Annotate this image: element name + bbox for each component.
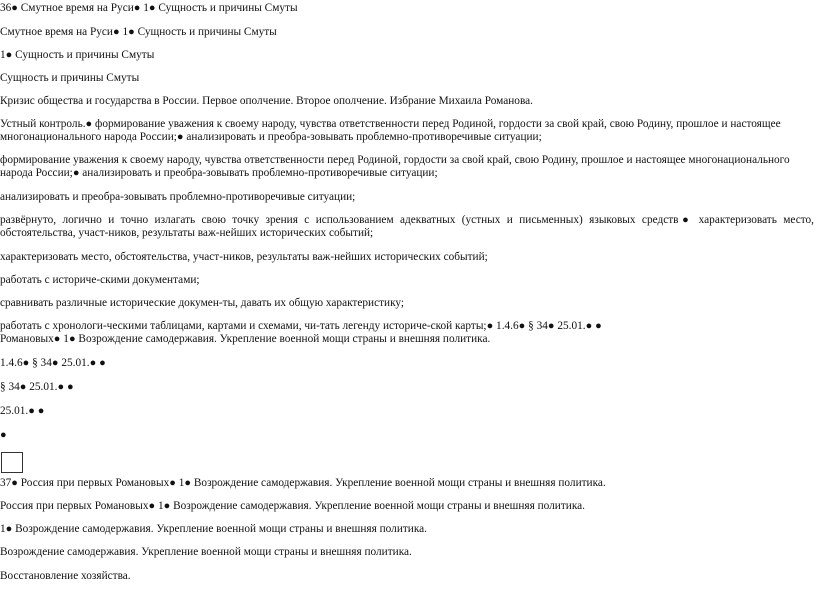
empty-checkbox[interactable] bbox=[1, 452, 23, 473]
bullet-icon: ● bbox=[184, 477, 192, 489]
lesson-title: Возрождение самодержавия. Укрепление военной мощи страны и внешняя политика. bbox=[0, 546, 412, 558]
lesson-topic: Смутное время на Руси bbox=[17, 2, 134, 14]
bullet-icon: ● bbox=[89, 357, 97, 369]
doc-line-13 bbox=[0, 320, 816, 333]
bullet-icon: ● bbox=[11, 477, 18, 489]
lesson-title: Возрождение самодержавия. Укрепление военной мощи страны и внешняя политика. bbox=[75, 333, 491, 345]
bullet-icon: ● bbox=[28, 405, 35, 417]
doc-line-5 bbox=[0, 95, 816, 108]
hours: 1 bbox=[60, 333, 69, 345]
doc-line-3 bbox=[0, 49, 816, 62]
bullet-icon: ● bbox=[128, 26, 135, 38]
doc-line-1 bbox=[0, 2, 816, 15]
date: 25.01. bbox=[58, 357, 90, 369]
bullet-icon: ● bbox=[0, 429, 7, 441]
bullet-icon: ● bbox=[547, 320, 555, 332]
bullet-icon: ● bbox=[5, 523, 13, 535]
bullet-icon: ● bbox=[148, 2, 156, 14]
hours: 1 bbox=[155, 500, 164, 512]
bullet-icon: ● bbox=[163, 500, 171, 512]
personal-outcomes: формирование уважения к своему народу, чувства ответственности перед Родиной, гордости за свой край, свою Родину, прошлое и настоящее многонационального народа России; bbox=[0, 154, 790, 179]
paragraph-ref: § 34 bbox=[29, 357, 52, 369]
bullet-icon: ● bbox=[19, 381, 27, 393]
bullet-icon: ● bbox=[51, 357, 59, 369]
meta-outcomes: анализировать и преобра-зовывать проблемно-противоречивые ситуации; bbox=[183, 131, 542, 143]
bullet-icon: ● bbox=[37, 405, 45, 417]
bullet-icon: ● bbox=[5, 49, 13, 61]
date: 25.01. bbox=[26, 381, 58, 393]
bullet-icon: ● bbox=[169, 477, 176, 489]
lesson-title: Возрождение самодержавия. Укрепление военной мощи страны и внешняя политика. bbox=[12, 523, 428, 535]
bullet-icon: ● bbox=[678, 214, 693, 226]
paragraph-ref: § 34 bbox=[525, 320, 548, 332]
bullet-icon: ● bbox=[67, 381, 74, 393]
doc-line-13b bbox=[0, 333, 816, 346]
hours: 1 bbox=[0, 523, 6, 535]
bullet-icon: ● bbox=[486, 320, 494, 332]
subject-outcomes-5: работать с хронологи-ческими таблицами, картами и схемами, чи-тать легенду историче-ской карты; bbox=[0, 320, 487, 332]
lesson-topic: Россия при первых Романовых bbox=[17, 477, 170, 489]
subject-outcomes-3: работать с историче-скими документами; bbox=[0, 274, 200, 286]
lesson-number: 36 bbox=[0, 2, 12, 14]
bullet-icon: ● bbox=[595, 320, 602, 332]
lesson-title: Сущность и причины Смуты bbox=[134, 26, 277, 38]
meta-outcomes: анализировать и преобра-зовывать проблемно-противоречивые ситуации; bbox=[79, 167, 438, 179]
lesson-title: Сущность и причины Смуты bbox=[155, 2, 298, 14]
doc-line-12 bbox=[0, 297, 816, 310]
lesson-topic: Смутное время на Руси bbox=[0, 26, 113, 38]
doc-line-10 bbox=[0, 251, 816, 264]
doc-line-16 bbox=[0, 405, 816, 418]
bullet-icon: ● bbox=[11, 2, 18, 14]
doc-line-9 bbox=[0, 214, 814, 240]
doc-line-4 bbox=[0, 72, 816, 85]
doc-line-7 bbox=[0, 154, 814, 180]
doc-line-15 bbox=[0, 381, 816, 394]
lesson-number: 37 bbox=[0, 477, 12, 489]
lesson-topic: Романовых bbox=[0, 333, 54, 345]
bullet-icon: ● bbox=[112, 26, 120, 38]
hours: 1 bbox=[119, 26, 129, 38]
hours: 1 bbox=[0, 49, 6, 61]
bullet-icon: ● bbox=[22, 357, 30, 369]
lesson-title: Возрождение самодержавия. Укрепление военной мощи страны и внешняя политика. bbox=[191, 477, 606, 489]
lesson-title: Сущность и причины Смуты bbox=[12, 49, 155, 61]
bullet-icon: ● bbox=[148, 500, 156, 512]
lesson-topic: Россия при первых Романовых bbox=[0, 500, 149, 512]
control-form: Устный контроль. bbox=[0, 118, 86, 130]
date: 25.01. bbox=[0, 405, 29, 417]
doc-line-11 bbox=[0, 274, 816, 287]
personal-outcomes: формирование уважения к своему народу, чувства ответственности перед Родиной, гордости за свой край, свою Родину, прошлое и настоящее многонационального народа России; bbox=[0, 118, 781, 143]
lesson-content: Кризис общества и государства в России. Первое ополчение. Второе ополчение. Избрание Михаила Романова. bbox=[0, 95, 533, 107]
bullet-icon: ● bbox=[57, 381, 65, 393]
bullet-icon: ● bbox=[53, 333, 61, 345]
code: 1.4.6 bbox=[0, 357, 23, 369]
doc-line-6 bbox=[0, 118, 814, 144]
lesson-title: Возрождение самодержавия. Укрепление военной мощи страны и внешняя политика. bbox=[170, 500, 585, 512]
lesson-content: Восстановление хозяйства. bbox=[0, 570, 131, 582]
subject-outcomes-4: сравнивать различные исторические докумен-ты, давать их общую характеристику; bbox=[0, 297, 405, 309]
bullet-icon: ● bbox=[68, 333, 76, 345]
hours: 1 bbox=[175, 477, 185, 489]
doc-line-19 bbox=[0, 523, 816, 536]
doc-line-8 bbox=[0, 191, 816, 204]
doc-line-14 bbox=[0, 357, 816, 370]
lesson-title: Сущность и причины Смуты bbox=[0, 72, 140, 84]
doc-line-2 bbox=[0, 26, 816, 39]
date: 25.01. bbox=[554, 320, 586, 332]
bullet-icon: ● bbox=[585, 320, 593, 332]
doc-line-21 bbox=[0, 570, 816, 583]
subject-outcomes: развёрнуто, логично и точно излагать свою точку зрения с использованием адекватных (устных и письменных) языковых средств bbox=[0, 214, 679, 226]
bullet-icon: ● bbox=[133, 2, 141, 14]
doc-line-17 bbox=[0, 477, 816, 490]
bullet-icon: ● bbox=[176, 131, 184, 143]
doc-line-18 bbox=[0, 500, 816, 513]
subject-outcomes-2: характеризовать место, обстоятельства, участ-ников, результаты важ-нейших исторических событий; bbox=[0, 214, 814, 239]
bullet-icon: ● bbox=[85, 118, 93, 130]
subject-outcomes-2: характеризовать место, обстоятельства, участ-ников, результаты важ-нейших исторических событий; bbox=[0, 251, 488, 263]
bullet-icon: ● bbox=[72, 167, 80, 179]
paragraph-ref: § 34 bbox=[0, 381, 20, 393]
meta-outcomes: анализировать и преобра-зовывать проблемно-противоречивые ситуации; bbox=[0, 191, 356, 203]
doc-line-20 bbox=[0, 546, 816, 559]
bullet-icon: ● bbox=[518, 320, 526, 332]
doc-line-bullet bbox=[0, 429, 816, 442]
bullet-icon: ● bbox=[99, 357, 106, 369]
code: 1.4.6 bbox=[493, 320, 519, 332]
hours: 1 bbox=[140, 2, 149, 14]
